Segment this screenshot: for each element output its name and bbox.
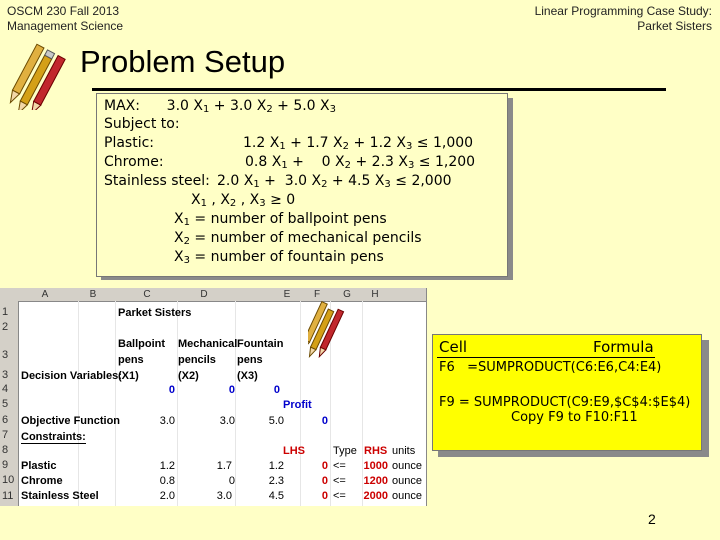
row-header[interactable]: 1 [2,306,9,318]
header-fountain: pens [237,354,263,366]
constraint-rhs[interactable]: 2000 [363,490,388,502]
header-ballpoint: Ballpoint [118,338,166,350]
spreadsheet [0,288,427,506]
row-header-bar [0,301,19,506]
row-header[interactable]: 6 [2,414,9,426]
constraint-type[interactable]: <= [333,460,346,472]
constraint-coef[interactable]: 0 [228,475,235,487]
objective-coef[interactable]: 3.0 [159,415,175,427]
sheet-title: Parket Sisters [118,307,192,319]
row-header[interactable]: 2 [2,321,9,333]
case-header [535,4,712,34]
subject-to-line: Subject to: [104,116,180,132]
header-mechanical: (X2) [178,370,199,382]
pencils-icon [6,38,86,110]
row-header[interactable]: 11 [2,490,14,502]
constraint-coef[interactable]: 3.0 [216,490,232,502]
row-header[interactable]: 3 [2,369,9,381]
constraint-name: Chrome [21,475,63,487]
profit-label: Profit [283,399,312,411]
course-header [7,4,123,34]
header-ballpoint: pens [118,354,144,366]
constraint-name: Stainless Steel [21,490,99,502]
stainless-label: Stainless steel: [104,173,210,189]
header-mechanical: Mechanical [178,338,238,350]
row-header[interactable]: 5 [2,398,9,410]
copy-instruction: Copy F9 to F10:F11 [511,410,638,425]
decision-value[interactable]: 0 [228,384,235,396]
constraint-coef[interactable]: 1.7 [216,460,232,472]
constraint-unit[interactable]: ounce [392,475,422,487]
rhs-label: RHS [364,445,388,457]
constraints-label: Constraints: [21,431,86,443]
plastic-label: Plastic: [104,135,154,151]
constraint-coef[interactable]: 4.5 [268,490,284,502]
objective-line: MAX: 3.0 $X_1 + 3.0$ $X_2 + 5.0$ $X_3$ [104,98,337,115]
course-subtitle: Management Science [7,19,124,33]
column-header[interactable]: F [313,289,321,300]
units-label: units [392,445,416,457]
objective-function-label: Objective Function [21,415,121,427]
type-label: Type [333,445,357,457]
chrome-constraint: 0.8 $X_1$ + 0 $X_2 + 2.3$ $X_3 \le 1,200$ [245,154,476,171]
course-name: OSCM 230 Fall 2013 [7,4,120,18]
header-fountain: (X3) [237,370,258,382]
header-mechanical: pencils [178,354,216,366]
decision-value[interactable]: 0 [273,384,280,396]
title-divider [92,88,666,91]
row-header[interactable]: 7 [2,429,9,441]
grid-line [78,301,79,506]
constraint-rhs[interactable]: 1000 [363,460,388,472]
constraint-type[interactable]: <= [333,490,346,502]
plastic-constraint: 1.2 $X_1 + 1.7$ $X_2 + 1.2$ $X_3 \le 1,000$ [243,135,474,152]
page-number: 2 [648,511,656,527]
grid-line [235,301,236,506]
grid-line [115,301,116,506]
header-fountain: Fountain [237,338,284,350]
x1-definition: $X_1$ = number of ballpoint pens [174,211,387,228]
constraint-coef[interactable]: 1.2 [159,460,175,472]
row-header[interactable]: 4 [2,383,9,395]
objective-coef[interactable]: 3.0 [219,415,235,427]
row-header[interactable]: 8 [2,444,9,456]
constraint-unit[interactable]: ounce [392,490,422,502]
formula-box [432,334,702,451]
column-header-bar [0,288,426,302]
grid-line [177,301,178,506]
constraint-coef[interactable]: 1.2 [268,460,284,472]
column-header[interactable]: D [200,289,208,300]
chrome-label: Chrome: [104,154,164,170]
column-header[interactable]: B [89,289,97,300]
constraint-lhs[interactable]: 0 [321,490,328,502]
decision-variables-label: Decision Variables: [21,370,122,382]
column-header[interactable]: A [41,289,49,300]
pencils-icon [308,300,348,362]
constraint-rhs[interactable]: 1200 [363,475,388,487]
constraint-coef[interactable]: 0.8 [159,475,175,487]
objective-coef[interactable]: 5.0 [268,415,284,427]
decision-value[interactable]: 0 [168,384,175,396]
formula-header-rule [437,357,655,358]
row-header[interactable]: 3 [2,349,9,361]
column-header[interactable]: G [343,289,351,300]
column-header[interactable]: C [143,289,151,300]
case-title: Linear Programming Case Study: [534,4,712,18]
lhs-label: LHS [283,445,305,457]
column-header[interactable]: E [283,289,291,300]
formula-column-label: Formula [593,338,654,356]
column-header[interactable]: H [371,289,379,300]
constraint-lhs[interactable]: 0 [321,460,328,472]
constraint-type[interactable]: <= [333,475,346,487]
f9-formula: F9 = SUMPRODUCT(C9:E9,$C$4:$E$4) [439,395,691,410]
case-subtitle: Parket Sisters [637,19,712,33]
constraint-name: Plastic [21,460,57,472]
constraint-coef[interactable]: 2.0 [159,490,175,502]
f6-formula: F6 =SUMPRODUCT(C6:E6,C4:E4) [439,360,662,375]
x3-definition: $X_3$ = number of fountain pens [174,249,384,266]
objective-value[interactable]: 0 [321,415,328,427]
header-ballpoint: (X1) [118,370,139,382]
constraint-lhs[interactable]: 0 [321,475,328,487]
problem-setup-box [96,93,508,277]
cell-column-label: Cell [439,338,468,356]
page-title: Problem Setup [80,44,286,79]
constraint-coef[interactable]: 2.3 [268,475,284,487]
nonnegativity-line: $X_1$ , $X_2$ , $X_3 \ge 0$ [191,192,296,209]
row-header[interactable]: 10 [2,474,15,486]
row-header[interactable]: 9 [2,459,9,471]
stainless-constraint: 2.0 $X_1 + 3.0$ $X_2 + 4.5$ $X_3 \le 2,000$ [217,173,452,190]
x2-definition: $X_2$ = number of mechanical pencils [174,230,422,247]
constraint-unit[interactable]: ounce [392,460,422,472]
